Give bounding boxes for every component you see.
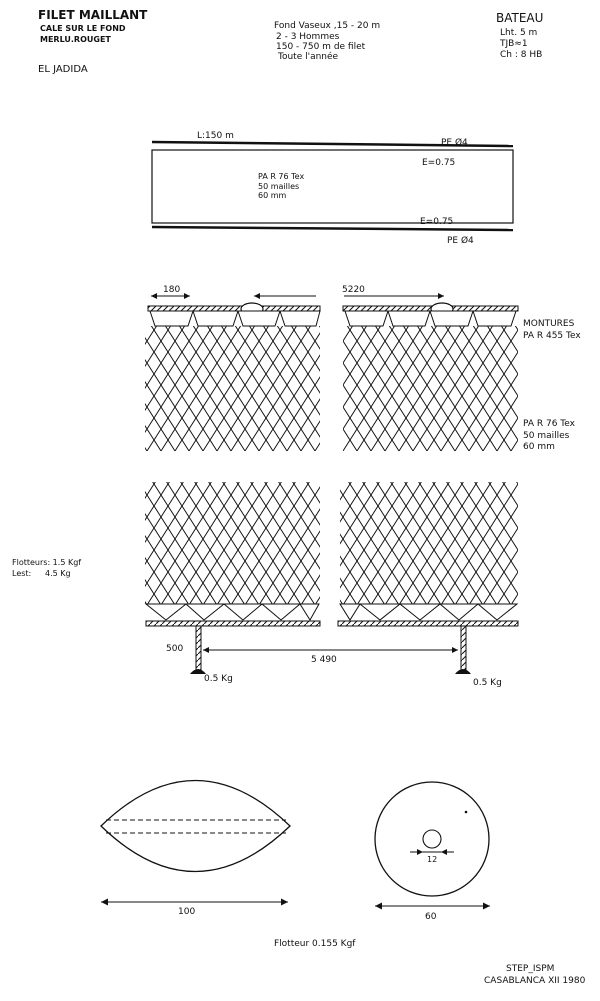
- dim-500-label: 500: [166, 644, 184, 654]
- boat-tonnage: TJB≈1: [500, 39, 528, 49]
- lest-value: 4.5 Kg: [45, 569, 71, 578]
- footer-place-date: CASABLANCA XII 1980: [484, 976, 586, 986]
- float-hole-label: 12: [427, 855, 438, 864]
- net-material-line-3: 60 mm: [258, 191, 287, 200]
- netting-material: PA R 76 Tex: [523, 419, 575, 429]
- right-weight-dropper: [461, 626, 466, 670]
- boat-title: BATEAU: [496, 11, 544, 25]
- dim-60-arrow-right: [483, 903, 490, 910]
- bottom-rope-label: PE Ø4: [447, 236, 474, 246]
- float-side-view: [101, 781, 290, 918]
- float-hole-front: [423, 830, 441, 848]
- net-material-line-1: PA R 76 Tex: [258, 172, 305, 181]
- drawing-subtitle-2: MERLU.ROUGET: [40, 35, 111, 44]
- dim-100-arrow-right: [281, 899, 288, 906]
- net-length-label: L:150 m: [197, 131, 234, 141]
- footrope-line: [152, 227, 513, 230]
- float-front-view: [375, 782, 490, 922]
- dim-5490-arrow-right: [452, 647, 458, 653]
- hanging-ratio-top: E=0.75: [422, 158, 456, 168]
- lower-right-netting: [340, 482, 518, 604]
- left-bottom-hangings: [146, 604, 319, 620]
- dim-180-arrow-left: [151, 293, 157, 299]
- drawing-subtitle-1: CALE SUR LE FOND: [40, 24, 126, 33]
- dim-100-arrow-left: [101, 899, 108, 906]
- float-body-side: [101, 781, 290, 872]
- net-plan: [152, 131, 513, 246]
- fishing-line-3: 150 - 750 m de filet: [276, 42, 366, 52]
- weight-right-label: 0.5 Kg: [473, 678, 502, 688]
- net-material-line-2: 50 mailles: [258, 182, 300, 191]
- dim-5220-label: 5220: [342, 285, 365, 295]
- boat-power: Ch : 8 HB: [500, 50, 543, 60]
- montures-label: MONTURES: [523, 319, 575, 329]
- top-rope-label: PE Ø4: [441, 138, 468, 148]
- right-sinker: [455, 669, 471, 674]
- drawing-title: FILET MAILLANT: [38, 8, 148, 22]
- left-hanging-meshes: [150, 311, 320, 326]
- fishing-line-1: Fond Vaseux ,15 - 20 m: [274, 21, 381, 31]
- left-headrope: [148, 306, 320, 311]
- float-mark-dot: [465, 811, 468, 814]
- left-weight-dropper: [196, 626, 201, 670]
- lower-net-detail: [12, 482, 518, 688]
- upper-right-netting: [343, 326, 518, 451]
- weight-left-label: 0.5 Kg: [204, 674, 233, 684]
- montures-material: PA R 455 Tex: [523, 331, 581, 341]
- float-length-label: 100: [178, 907, 196, 917]
- float-diameter-label: 60: [425, 912, 437, 922]
- netting-meshes: 50 mailles: [523, 431, 570, 441]
- dim-5220-arrowhead: [438, 293, 444, 299]
- dim-5490-label: 5 490: [311, 655, 337, 665]
- upper-net-detail: [145, 285, 581, 452]
- upper-left-netting: [145, 326, 320, 451]
- dim-5490-arrow-left: [203, 647, 209, 653]
- dim-60-arrow-left: [375, 903, 382, 910]
- right-footrope: [338, 621, 518, 626]
- hanging-ratio-bottom: E=0.75: [420, 217, 454, 227]
- netting-mesh-size: 60 mm: [523, 442, 555, 452]
- float-caption: Flotteur 0.155 Kgf: [274, 939, 356, 949]
- left-panel-arrowhead: [254, 293, 260, 299]
- lower-left-netting: [145, 482, 320, 604]
- right-bottom-hangings: [340, 604, 517, 620]
- lest-label: Lest:: [12, 569, 32, 578]
- boat-length: Lht. 5 m: [500, 28, 538, 38]
- dim-180-label: 180: [163, 285, 181, 295]
- fishing-line-2: 2 - 3 Hommes: [276, 32, 340, 42]
- location-label: EL JADIDA: [38, 64, 88, 75]
- right-hanging-meshes: [345, 311, 516, 326]
- floats-label: Flotteurs: 1.5 Kgf: [12, 558, 82, 567]
- net-panel-outline: [152, 150, 513, 223]
- footer-org: STEP_ISPM: [506, 964, 555, 974]
- left-footrope: [146, 621, 320, 626]
- fishing-line-4: Toute l'année: [278, 52, 339, 62]
- dim-180-arrow-right: [184, 293, 190, 299]
